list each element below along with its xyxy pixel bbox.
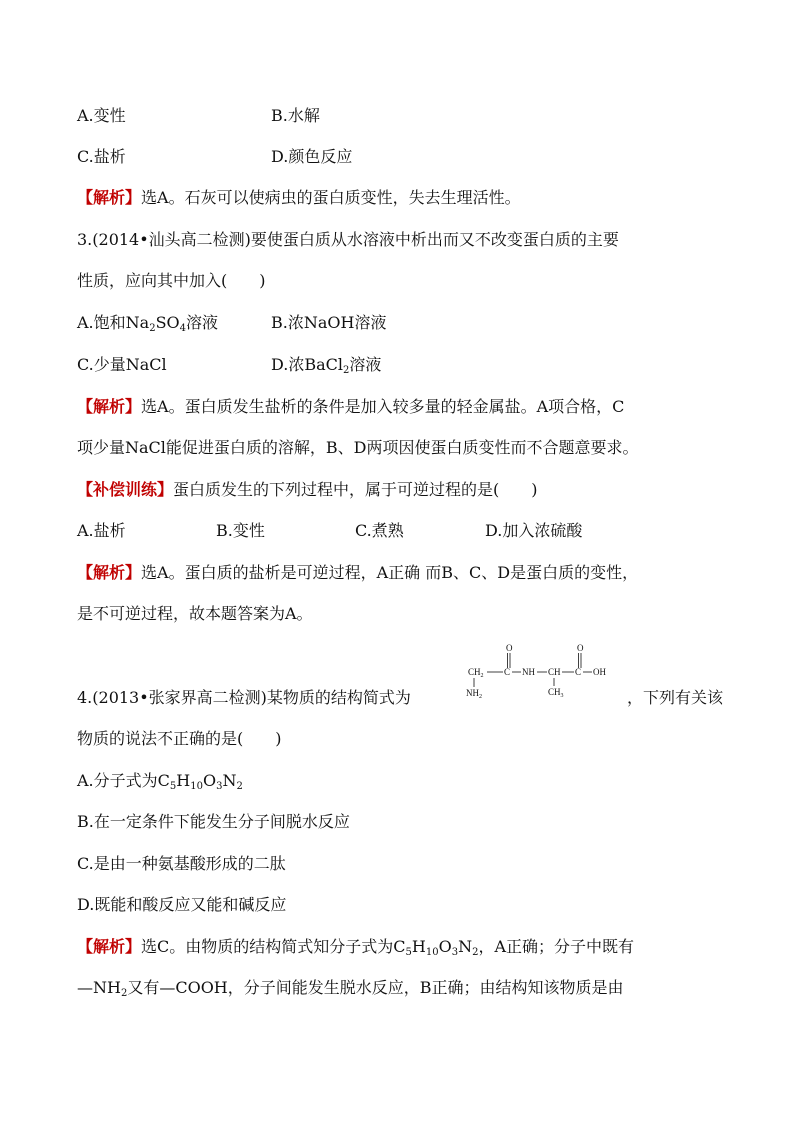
analysis-line [77, 562, 638, 584]
option-b: B.浓NaOH溶液 [271, 313, 387, 332]
analysis-tag: 【解析】 [77, 563, 142, 582]
analysis-tag: 【解析】 [77, 397, 142, 416]
option-c: C.是由一种氨基酸形成的二肽 [77, 854, 286, 873]
option-b: B.变性 [216, 521, 265, 540]
option-b: B.在一定条件下能发生分子间脱水反应 [77, 812, 350, 831]
ch2-label: $CH_2$ [468, 667, 484, 679]
option-d: D.加入浓硫酸 [485, 521, 583, 540]
ch-label: CH [548, 667, 561, 677]
option-a: A.分子式为$C_5H_{10}O_3N_2$ [77, 771, 243, 792]
analysis-text: 选A。蛋白质发生盐析的条件是加入较多量的轻金属盐。A项合格，C [141, 397, 625, 416]
question-stem: 4.(2013•张家界高二检测)某物质的结构简式为 [77, 688, 411, 707]
oxygen-label-2: O [577, 643, 584, 653]
carbon-label-2: C [575, 667, 582, 677]
option-c: C.盐析 [77, 147, 126, 166]
carbon-label-1: C [504, 667, 511, 677]
supplement-stem: 【补偿训练】蛋白质发生的下列过程中，属于可逆过程的是( ) [77, 480, 538, 499]
option-a: A.饱和$Na_2SO_4$溶液 [77, 313, 219, 334]
option-b: B.水解 [271, 106, 320, 125]
analysis-tag: 【解析】 [77, 188, 142, 207]
option-a: A.变性 [77, 106, 126, 125]
question-stem-end: ，下列有关该 [627, 688, 724, 707]
analysis-text: 选A。石灰可以使病虫的蛋白质变性，失去生理活性。 [141, 188, 521, 207]
analysis-line: 【解析】选C。由物质的结构简式知分子式为$C_5H_{10}O_3N_2$，A正确；分子中既有 [77, 937, 635, 958]
supplement-tag: 【补偿训练】 [77, 480, 174, 499]
option-d: D.既能和酸反应又能和碱反应 [77, 895, 287, 914]
option-c: C.少量NaCl [77, 355, 167, 374]
question-stem: 3.(2014•汕头高二检测)要使蛋白质从水溶液中析出而又不改变蛋白质的主要 [77, 230, 619, 249]
analysis-text-cont: 项少量NaCl能促进蛋白质的溶解，B、D两项因使蛋白质变性而不合题意要求。 [77, 438, 639, 457]
analysis-text: 选A。蛋白质的盐析是可逆过程，A正确 而B、C、D是蛋白质的变性， [141, 563, 639, 582]
oxygen-label-1: O [506, 643, 513, 653]
option-c: C.煮熟 [355, 521, 404, 540]
analysis-text-cont: $—NH_2$又有—COOH，分子间能发生脱水反应，B正确；由结构知该物质是由 [77, 978, 624, 999]
nh-label: NH [522, 667, 535, 677]
oh-label: OH [593, 667, 606, 677]
ch3-label: $CH_3$ [548, 687, 564, 699]
analysis-text-cont: 是不可逆过程，故本题答案为A。 [77, 604, 313, 623]
analysis-tag: 【解析】 [77, 937, 142, 956]
option-a: A.盐析 [77, 521, 126, 540]
analysis-line [77, 396, 624, 418]
option-d: D.浓BaCl$_2$溶液 [271, 355, 382, 376]
structural-formula [466, 640, 626, 700]
analysis-line [77, 187, 521, 209]
nh2-label: $NH_2$ [466, 688, 482, 700]
option-d: D.颜色反应 [271, 147, 353, 166]
question-stem-cont: 物质的说法不正确的是( ) [77, 729, 282, 748]
question-stem-cont: 性质，应向其中加入( ) [77, 271, 266, 290]
